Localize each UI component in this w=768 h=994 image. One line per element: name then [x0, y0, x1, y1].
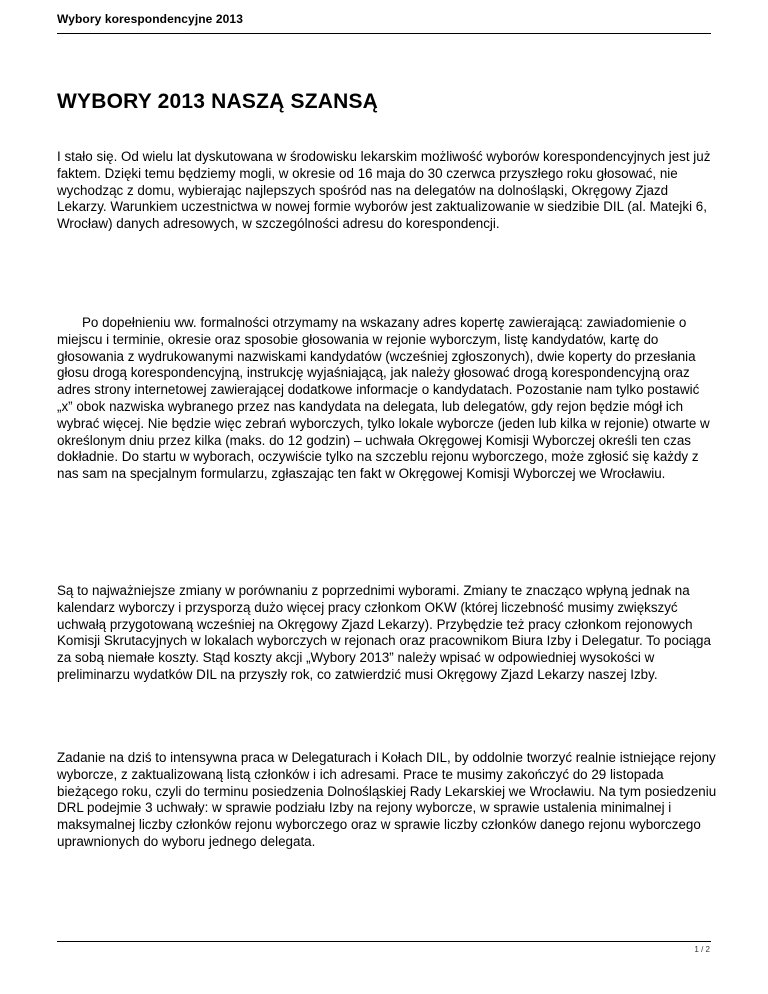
- paragraph-1: I stało się. Od wielu lat dyskutowana w środowisku lekarskim możliwość wyborów korespondencyjnych jest już faktem. Dzięki temu będziemy mogli, w okresie od 16 maja do 30 czerwca przyszłego roku głosować, nie wychodząc z domu, wybierając najlepszych spośród nas na delegatów na dolnośląski, Okręgowy Zjazd Lekarzy. Warunkiem uczestnictwa w nowej formie wyborów jest zaktualizowanie w siedzibie DIL (al. Matejki 6, Wrocław) danych adresowych, w szczególności adresu do korespondencji.: [57, 149, 711, 232]
- article-title: WYBORY 2013 NASZĄ SZANSĄ: [57, 90, 379, 113]
- running-header: Wybory korespondencyjne 2013: [57, 12, 243, 26]
- paragraph-3: Są to najważniejsze zmiany w porównaniu z poprzednimi wyborami. Zmiany te znacząco wpłyną jednak na kalendarz wyborczy i przysporzą dużo więcej pracy członkom OKW (której liczebność musimy zwiększyć uchwałą przygotowaną wcześniej na Okręgowy Zjazd Lekarzy). Przybędzie też pracy członkom rejonowych Komisji Skrutacyjnych w lokalach wyborczych w rejonach oraz pracownikom Biura Izby i Delegatur. To pociąga za sobą niemałe koszty. Stąd koszty akcji „Wybory 2013” należy wpisać w odpowiedniej wysokości w preliminarzu wydatków DIL na przyszły rok, co zatwierdzić musi Okręgowy Zjazd Lekarzy naszej Izby.: [57, 583, 711, 682]
- page-number: 1 / 2: [694, 945, 710, 954]
- paragraph-2: Po dopełnieniu ww. formalności otrzymamy na wskazany adres kopertę zawierającą: zawiadomienie o miejscu i terminie, okresie oraz sposobie głosowania w rejonie wyborczym, listę kandydatów, kartę do głosowania z wydrukowanymi nazwiskami kandydatów (wcześniej zgłoszonych), dwie koperty do przesłania głosu drogą korespondencyjną, instrukcję wyjaśniającą, jak należy głosować drogą korespondencyjną oraz adres strony internetowej zawierającej dodatkowe informacje o kandydatach. Pozostanie nam tylko postawić „x” obok nazwiska wybranego przez nas kandydata na delegata, lub delegatów, gdy rejon będzie mógł ich wybrać więcej. Nie będzie więc zebrań wyborczych, tylko lokale wyborcze (jeden lub kilka w rejonie) otwarte w określonym dniu przez kilka (maks. do 12 godzin) – uchwała Okręgowej Komisji Wyborczej określi ten czas dokładnie. Do startu w wyborach, oczywiście tylko na szczeblu rejonu wyborczego, może zgłosić się każdy z nas sam na specjalnym formularzu, zgłaszając ten fakt w Okręgowej Komisji Wyborczej we Wrocławiu.: [57, 315, 710, 482]
- paragraph-4: Zadanie na dziś to intensywna praca w Delegaturach i Kołach DIL, by oddolnie tworzyć realnie istniejące rejony wyborcze, z zaktualizowaną listą członków i ich adresami. Prace te musimy zakończyć do 29 listopada bieżącego roku, czyli do terminu posiedzenia Dolnośląskiej Rady Lekarskiej we Wrocławiu. Na tym posiedzeniu DRL podejmie 3 uchwały: w sprawie podziału Izby na rejony wyborcze, w sprawie ustalenia minimalnej i maksymalnej liczby członków rejonu wyborczego oraz w sprawie liczby członków danego rejonu wyborczego uprawnionych do wyboru jednego delegata.: [57, 750, 717, 849]
- header-divider: [57, 33, 711, 34]
- footer-divider: [57, 941, 711, 942]
